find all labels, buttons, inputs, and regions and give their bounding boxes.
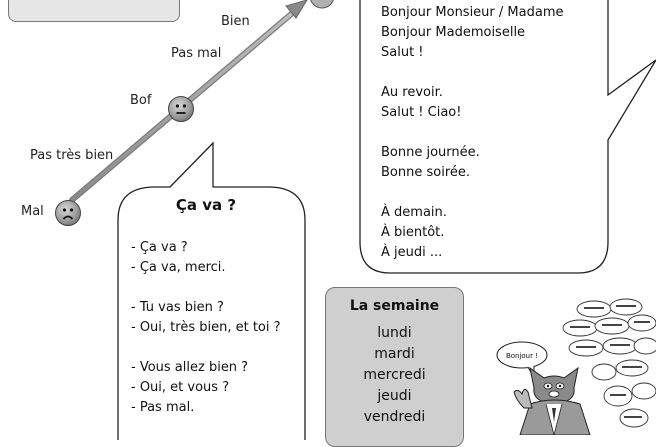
greeting-line: À jeudi ... (381, 245, 443, 260)
greeting-line (381, 183, 563, 203)
cava-dialogue-line: - Oui, très bien, et toi ? (131, 320, 281, 335)
cartoon-cat-illustration (494, 296, 656, 435)
cava-dialogue (131, 238, 281, 418)
greeting-line: Salut ! Ciao! (381, 105, 462, 120)
greeting-line: Bonne soirée. (381, 165, 471, 180)
scale-label-bien: Bien (221, 14, 250, 29)
greeting-line: Bonjour Mademoiselle (381, 25, 526, 40)
scale-label-pas-mal: Pas mal (171, 46, 222, 61)
greeting-line: À demain. (381, 205, 447, 220)
scale-label-pas-tres-bien: Pas très bien (30, 148, 114, 163)
greeting-line: À bientôt. (381, 225, 445, 240)
cava-dialogue-line: - Vous allez bien ? (131, 360, 249, 375)
cava-dialogue-line: - Tu vas bien ? (131, 300, 224, 315)
cava-dialogue-line: - Oui, et vous ? (131, 380, 230, 395)
neutral-face-icon (168, 96, 194, 122)
week-day-list (326, 323, 463, 428)
week-day: jeudi (377, 388, 412, 404)
week-day: vendredi (363, 409, 426, 425)
week-title: La semaine (349, 298, 440, 314)
greeting-line (381, 63, 563, 83)
sad-face-icon (55, 200, 81, 226)
greeting-line: Bonne journée. (381, 145, 480, 160)
scale-label-mal: Mal (21, 204, 44, 219)
cartoon-speech-text: Bonjour ! (505, 352, 539, 360)
cava-dialogue-line: - Ça va, merci. (131, 260, 226, 275)
greeting-line: Au revoir. (381, 85, 443, 100)
week-day: lundi (377, 325, 412, 341)
greeting-line: Salut ! (381, 45, 424, 60)
cava-dialogue-line: - Pas mal. (131, 400, 195, 415)
scale-label-bof: Bof (130, 93, 152, 108)
greeting-line (381, 123, 563, 143)
week-days-box (325, 287, 464, 447)
cava-title: Ça va ? (175, 196, 237, 214)
cava-dialogue-line: - Ça va ? (131, 240, 188, 255)
cava-dialogue-line (131, 278, 281, 298)
greeting-line: Bonjour Monsieur / Madame (381, 5, 564, 20)
week-day: mercredi (363, 367, 426, 383)
week-day: mardi (374, 346, 415, 362)
cava-dialogue-line (131, 338, 281, 358)
greetings-list (381, 3, 563, 263)
